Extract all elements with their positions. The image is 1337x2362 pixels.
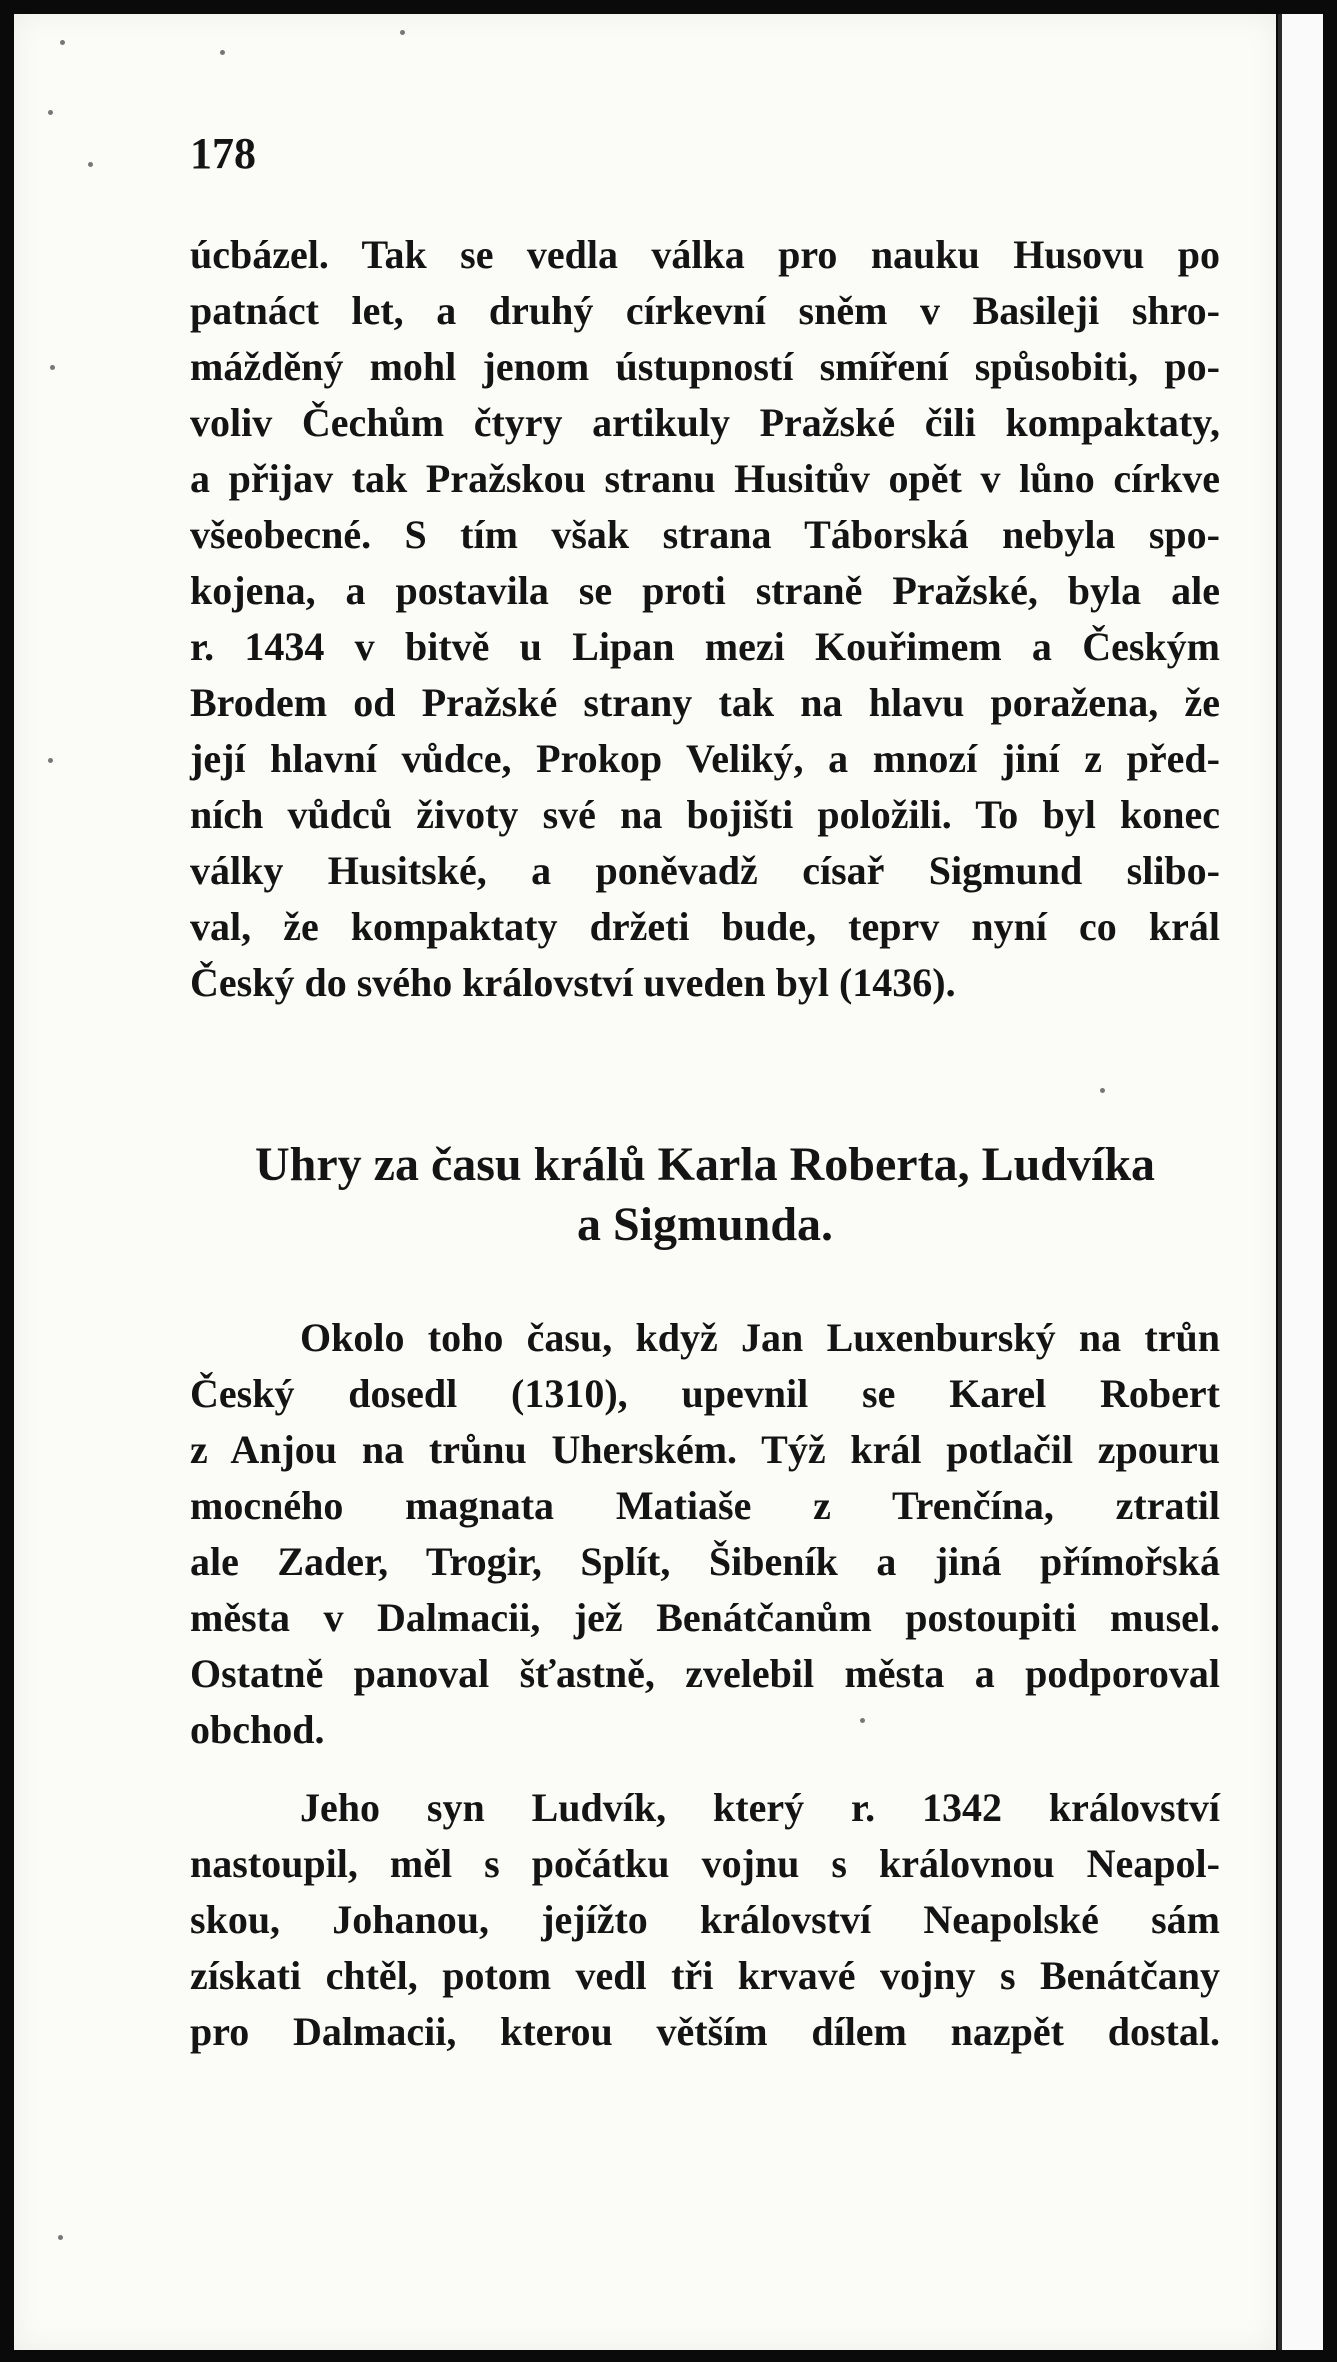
text-line: Český dosedl (1310), upevnil se Karel Robert: [190, 1371, 1220, 1416]
scan-speck: [50, 365, 55, 370]
text-line: města v Dalmacii, jež Benátčanům postoupiti musel.: [190, 1595, 1220, 1640]
text-line: Brodem od Pražské strany tak na hlavu poražena, že: [190, 680, 1220, 725]
text-line: val, že kompaktaty držeti bude, teprv nyní co král: [190, 904, 1220, 949]
text-line: obchod.: [190, 1707, 325, 1752]
scan-speck: [860, 1718, 865, 1723]
text-line: všeobecné. S tím však strana Táborská nebyla spo-: [190, 512, 1220, 557]
section-heading-line: Uhry za času králů Karla Roberta, Ludvíka: [254, 1138, 1156, 1191]
scan-speck: [220, 50, 225, 55]
scan-speck: [60, 40, 65, 45]
text-line: Český do svého království uveden byl (1436).: [190, 960, 956, 1005]
text-line: mážděný mohl jenom ústupností smíření spůsobiti, po-: [190, 344, 1220, 389]
section-heading: [190, 1135, 1220, 1255]
text-line: Jeho syn Ludvík, který r. 1342 království: [300, 1785, 1220, 1830]
page-number: 178: [190, 129, 256, 178]
scan-speck: [58, 2235, 63, 2240]
text-line: úcbázel. Tak se vedla válka pro nauku Husovu po: [190, 232, 1220, 277]
scan-speck: [88, 162, 93, 167]
scan-speck: [48, 758, 53, 763]
text-line: z Anjou na trůnu Uherském. Týž král potlačil zpouru: [190, 1427, 1220, 1472]
adjacent-page-edge: [1278, 14, 1323, 2350]
text-line: voliv Čechům čtyry artikuly Pražské čili kompaktaty,: [190, 400, 1220, 445]
text-line: pro Dalmacii, kterou větším dílem nazpět dostal.: [190, 2009, 1220, 2054]
text-line: patnáct let, a druhý církevní sněm v Basileji shro-: [190, 288, 1220, 333]
scan-speck: [48, 110, 53, 115]
text-line: kojena, a postavila se proti straně Pražské, byla ale: [190, 568, 1220, 613]
text-line: Okolo toho času, když Jan Luxenburský na trůn: [300, 1315, 1220, 1360]
text-line: ale Zader, Trogir, Splít, Šibeník a jiná přímořská: [190, 1539, 1220, 1584]
scan-speck: [400, 30, 405, 35]
text-line: nastoupil, měl s počátku vojnu s královnou Neapol-: [190, 1841, 1220, 1886]
text-line: ních vůdců životy své na bojišti položili. To byl konec: [190, 792, 1220, 837]
text-line: mocného magnata Matiaše z Trenčína, ztratil: [190, 1483, 1220, 1528]
text-line: její hlavní vůdce, Prokop Veliký, a mnozí jiní z před-: [190, 736, 1220, 781]
text-line: r. 1434 v bitvě u Lipan mezi Kouřimem a Českým: [190, 624, 1220, 669]
text-line: skou, Johanou, jejížto království Neapolské sám: [190, 1897, 1220, 1942]
text-line: Ostatně panoval šťastně, zvelebil města a podporoval: [190, 1651, 1220, 1696]
text-line: získati chtěl, potom vedl tři krvavé vojny s Benátčany: [190, 1953, 1220, 1998]
paragraph-2: [190, 1310, 1220, 1758]
paragraph-3: [190, 1780, 1220, 2060]
text-line: války Husitské, a poněvadž císař Sigmund slibo-: [190, 848, 1220, 893]
section-heading-line: a Sigmunda.: [576, 1198, 834, 1251]
paragraph-1: [190, 227, 1220, 1011]
scan-speck: [1100, 1088, 1105, 1093]
text-line: a přijav tak Pražskou stranu Husitův opět v lůno církve: [190, 456, 1220, 501]
